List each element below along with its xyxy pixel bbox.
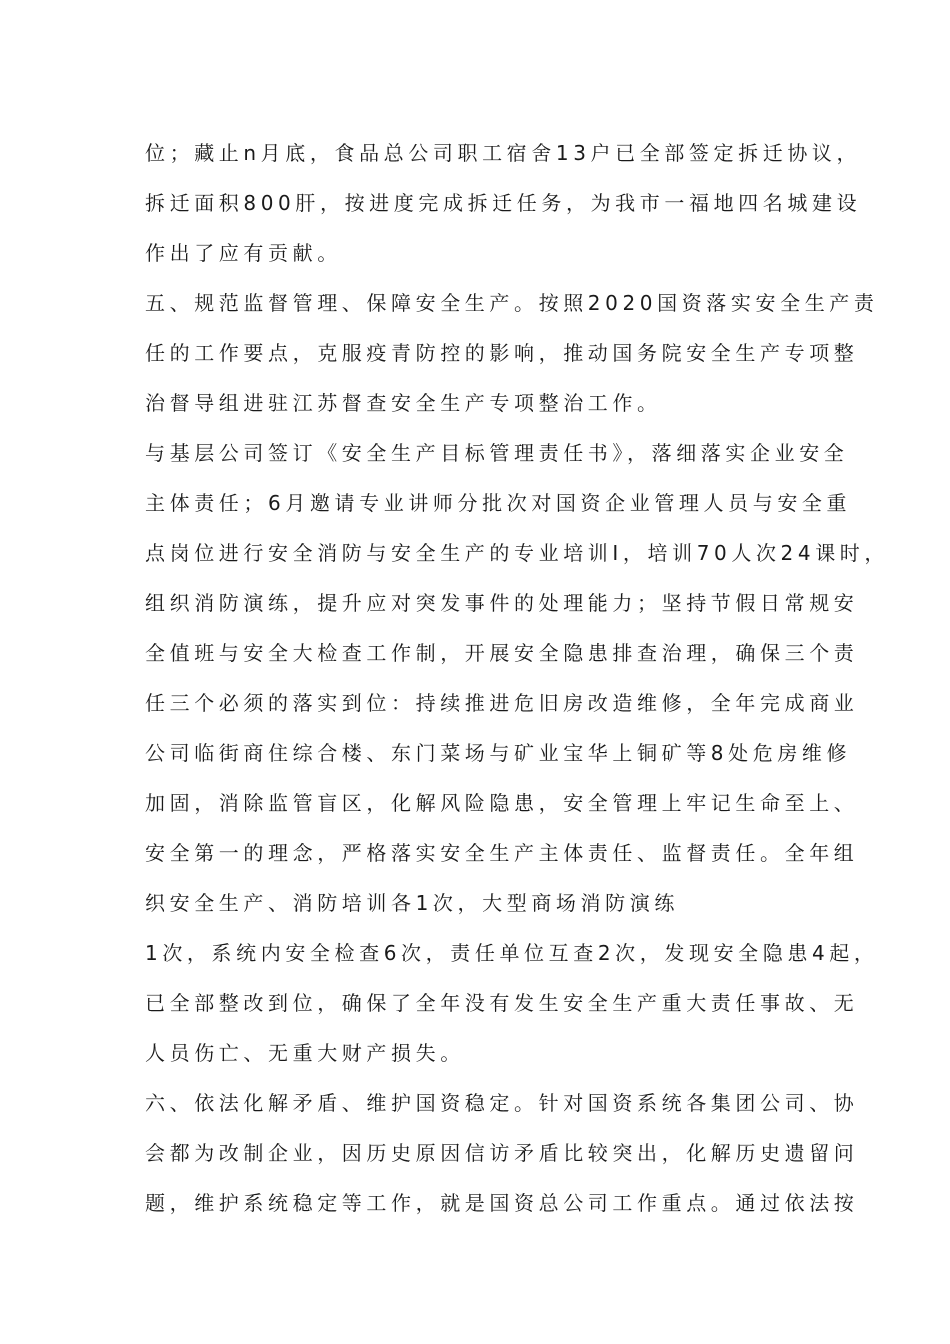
text-line: 位；藏止n月底，食品总公司职工宿舍13户已全部签定拆迁协议， xyxy=(145,141,862,165)
text-line: 任三个必须的落实到位：持续推进危旧房改造维修，全年完成商业 xyxy=(145,691,859,715)
text-line: 与基层公司签订《安全生产目标管理责任书》，落细落实企业安全 xyxy=(145,441,849,465)
text-line: 题，维护系统稳定等工作，就是国资总公司工作重点。通过依法按 xyxy=(145,1191,859,1215)
text-line: 1次，系统内安全检查6次，责任单位互查2次，发现安全隐患4起， xyxy=(145,941,879,965)
text-line: 拆迁面积800肝，按进度完成拆迁任务，为我市一福地四名城建设 xyxy=(145,191,862,215)
text-line: 安全第一的理念，严格落实安全生产主体责任、监督责任。全年组 xyxy=(145,841,859,865)
text-line: 任的工作要点，克服疫青防控的影响，推动国务院安全生产专项整 xyxy=(145,341,859,365)
document-body xyxy=(145,128,889,1228)
text-line: 加固，消除监管盲区，化解风险隐患，安全管理上牢记生命至上、 xyxy=(145,791,859,815)
text-line: 已全部整改到位，确保了全年没有发生安全生产重大责任事故、无 xyxy=(145,991,859,1015)
text-line: 治督导组进驻江苏督查安全生产专项整治工作。 xyxy=(145,391,662,415)
text-line: 作出了应有贡献。 xyxy=(145,241,342,265)
text-line: 织安全生产、消防培训各1次，大型商场消防演练 xyxy=(145,891,679,915)
text-line: 点岗位进行安全消防与安全生产的专业培训I，培训70人次24课时， xyxy=(145,541,889,565)
text-line: 主体责任；6月邀请专业讲师分批次对国资企业管理人员与安全重 xyxy=(145,491,852,515)
section-heading-line: 六、依法化解矛盾、维护国资稳定。针对国资系统各集团公司、协 xyxy=(145,1091,859,1115)
section-heading-line: 五、规范监督管理、保障安全生产。按照2020国资落实安全生产责 xyxy=(145,291,879,315)
text-line: 会都为改制企业，因历史原因信访矛盾比较突出，化解历史遗留问 xyxy=(145,1141,859,1165)
text-line: 组织消防演练，提升应对突发事件的处理能力；坚持节假日常规安 xyxy=(145,591,859,615)
text-line: 全值班与安全大检查工作制，开展安全隐患排查治理，确保三个责 xyxy=(145,641,859,665)
text-line: 公司临街商住综合楼、东门菜场与矿业宝华上铜矿等8处危房维修 xyxy=(145,741,852,765)
text-line: 人员伤亡、无重大财产损失。 xyxy=(145,1041,465,1065)
